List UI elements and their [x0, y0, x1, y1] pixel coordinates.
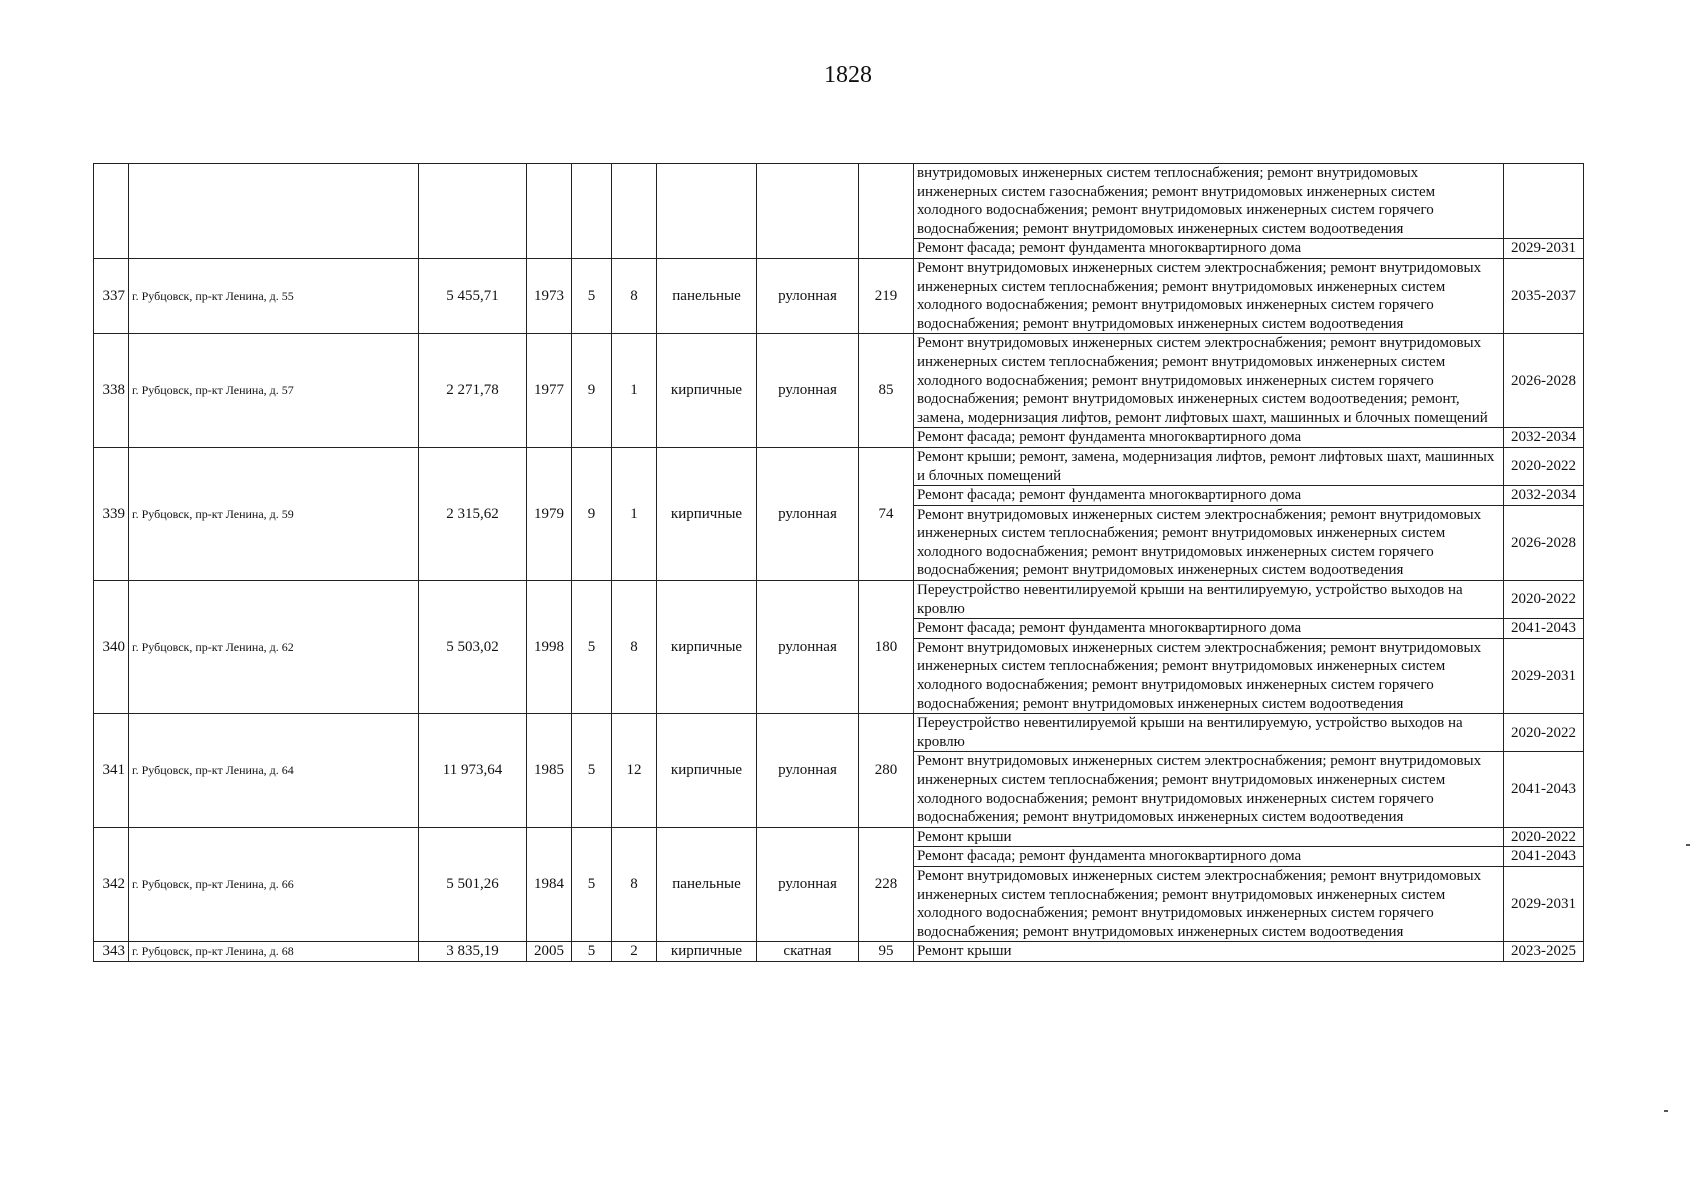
roof-type-cell: рулонная — [757, 334, 859, 448]
period-cell: 2020-2022 — [1504, 581, 1584, 619]
row-number: 341 — [94, 714, 129, 828]
work-cell: Ремонт внутридомовых инженерных систем электроснабжения; ремонт внутридомовых инженерных систем теплоснабжения; ремонт внутридомовых инженерных систем холодного водоснабжения; ремонт внутридомовых инженерных систем горячего водоснабжения; ремонт внутридомовых инженерных систем водоотведения — [914, 752, 1504, 827]
floors-cell-empty — [572, 164, 612, 259]
residents-cell: 180 — [859, 581, 914, 714]
page-number: 1828 — [824, 62, 872, 88]
period-cell: 2041-2043 — [1504, 847, 1584, 867]
year-cell: 1977 — [527, 334, 572, 448]
scan-speck — [1664, 1110, 1668, 1112]
table-row — [94, 258, 1584, 333]
entrances-cell: 1 — [612, 334, 657, 448]
table-row — [94, 581, 1584, 619]
year-cell-empty — [527, 164, 572, 259]
year-cell: 1984 — [527, 827, 572, 942]
work-cell: Переустройство невентилируемой крыши на вентилируемую, устройство выходов на кровлю — [914, 714, 1504, 752]
area-cell: 2 271,78 — [419, 334, 527, 448]
work-cell: Ремонт фасада; ремонт фундамента многоквартирного дома — [914, 239, 1504, 259]
floors-cell: 5 — [572, 258, 612, 333]
row-number: 338 — [94, 334, 129, 448]
table-row — [94, 942, 1584, 962]
entrances-cell: 8 — [612, 827, 657, 942]
area-cell: 11 973,64 — [419, 714, 527, 828]
area-cell: 5 501,26 — [419, 827, 527, 942]
work-cell: Ремонт внутридомовых инженерных систем электроснабжения; ремонт внутридомовых инженерных систем теплоснабжения; ремонт внутридомовых инженерных систем холодного водоснабжения; ремонт внутридомовых инженерных систем горячего водоснабжения; ремонт внутридомовых инженерных систем водоотведения — [914, 258, 1504, 333]
roof-type-cell: скатная — [757, 942, 859, 962]
address-cell: г. Рубцовск, пр-кт Ленина, д. 55 — [129, 258, 419, 333]
address-cell: г. Рубцовск, пр-кт Ленина, д. 68 — [129, 942, 419, 962]
work-cell: Ремонт внутридомовых инженерных систем электроснабжения; ремонт внутридомовых инженерных систем теплоснабжения; ремонт внутридомовых инженерных систем холодного водоснабжения; ремонт внутридомовых инженерных систем горячего водоснабжения; ремонт внутридомовых инженерных систем водоотведения — [914, 505, 1504, 580]
entrances-cell: 1 — [612, 447, 657, 580]
residents-cell: 228 — [859, 827, 914, 942]
work-cell: Переустройство невентилируемой крыши на вентилируемую, устройство выходов на кровлю — [914, 581, 1504, 619]
wall-material-cell: кирпичные — [657, 714, 757, 828]
roof-type-cell: рулонная — [757, 581, 859, 714]
entrances-cell: 12 — [612, 714, 657, 828]
table-row — [94, 827, 1584, 847]
residents-cell: 95 — [859, 942, 914, 962]
wall-material-cell: кирпичные — [657, 942, 757, 962]
floors-cell: 5 — [572, 827, 612, 942]
roof-type-cell: рулонная — [757, 447, 859, 580]
floors-cell: 9 — [572, 447, 612, 580]
period-cell: 2026-2028 — [1504, 505, 1584, 580]
wall-material-cell: панельные — [657, 258, 757, 333]
wall-material-cell: кирпичные — [657, 334, 757, 448]
work-cell: внутридомовых инженерных систем теплоснабжения; ремонт внутридомовых инженерных систем газоснабжения; ремонт внутридомовых инженерных систем холодного водоснабжения; ремонт внутридомовых инженерных систем горячего водоснабжения; ремонт внутридомовых инженерных систем водоотведения — [914, 164, 1504, 239]
area-cell: 5 455,71 — [419, 258, 527, 333]
year-cell: 1998 — [527, 581, 572, 714]
year-cell: 1985 — [527, 714, 572, 828]
entrances-cell-empty — [612, 164, 657, 259]
wall-material-cell: панельные — [657, 827, 757, 942]
address-cell: г. Рубцовск, пр-кт Ленина, д. 62 — [129, 581, 419, 714]
work-cell: Ремонт фасада; ремонт фундамента многоквартирного дома — [914, 486, 1504, 506]
roof-type-cell-empty — [757, 164, 859, 259]
row-number: 339 — [94, 447, 129, 580]
area-cell: 3 835,19 — [419, 942, 527, 962]
table-row — [94, 714, 1584, 752]
row-number-empty — [94, 164, 129, 259]
row-number: 340 — [94, 581, 129, 714]
wall-material-cell: кирпичные — [657, 447, 757, 580]
floors-cell: 9 — [572, 334, 612, 448]
floors-cell: 5 — [572, 581, 612, 714]
table-row — [94, 334, 1584, 428]
table-row — [94, 447, 1584, 485]
period-cell: 2020-2022 — [1504, 447, 1584, 485]
residents-cell: 74 — [859, 447, 914, 580]
work-cell: Ремонт внутридомовых инженерных систем электроснабжения; ремонт внутридомовых инженерных систем теплоснабжения; ремонт внутридомовых инженерных систем холодного водоснабжения; ремонт внутридомовых инженерных систем горячего водоснабжения; ремонт внутридомовых инженерных систем водоотведения; ремонт, замена, модернизация лифтов, ремонт лифтовых шахт, машинных и блочных помещений — [914, 334, 1504, 428]
address-cell: г. Рубцовск, пр-кт Ленина, д. 57 — [129, 334, 419, 448]
roof-type-cell: рулонная — [757, 714, 859, 828]
area-cell: 5 503,02 — [419, 581, 527, 714]
period-cell: 2035-2037 — [1504, 258, 1584, 333]
year-cell: 2005 — [527, 942, 572, 962]
period-cell: 2041-2043 — [1504, 752, 1584, 827]
floors-cell: 5 — [572, 714, 612, 828]
table-row — [94, 164, 1584, 239]
residents-cell: 85 — [859, 334, 914, 448]
work-cell: Ремонт крыши — [914, 827, 1504, 847]
row-number: 342 — [94, 827, 129, 942]
entrances-cell: 8 — [612, 258, 657, 333]
roof-type-cell: рулонная — [757, 827, 859, 942]
wall-material-cell: кирпичные — [657, 581, 757, 714]
period-cell — [1504, 164, 1584, 239]
work-cell: Ремонт фасада; ремонт фундамента многоквартирного дома — [914, 847, 1504, 867]
wall-material-cell-empty — [657, 164, 757, 259]
area-cell: 2 315,62 — [419, 447, 527, 580]
area-cell-empty — [419, 164, 527, 259]
floors-cell: 5 — [572, 942, 612, 962]
period-cell: 2041-2043 — [1504, 619, 1584, 639]
work-cell: Ремонт крыши; ремонт, замена, модернизация лифтов, ремонт лифтовых шахт, машинных и блочных помещений — [914, 447, 1504, 485]
row-number: 343 — [94, 942, 129, 962]
period-cell: 2029-2031 — [1504, 866, 1584, 941]
entrances-cell: 2 — [612, 942, 657, 962]
period-cell: 2026-2028 — [1504, 334, 1584, 428]
period-cell: 2029-2031 — [1504, 638, 1584, 713]
roof-type-cell: рулонная — [757, 258, 859, 333]
address-cell: г. Рубцовск, пр-кт Ленина, д. 64 — [129, 714, 419, 828]
repair-schedule-table — [93, 163, 1584, 962]
address-cell: г. Рубцовск, пр-кт Ленина, д. 59 — [129, 447, 419, 580]
entrances-cell: 8 — [612, 581, 657, 714]
scan-speck — [1686, 844, 1690, 846]
residents-cell-empty — [859, 164, 914, 259]
address-cell-empty — [129, 164, 419, 259]
residents-cell: 280 — [859, 714, 914, 828]
year-cell: 1973 — [527, 258, 572, 333]
table-body — [94, 164, 1584, 962]
period-cell: 2020-2022 — [1504, 714, 1584, 752]
row-number: 337 — [94, 258, 129, 333]
work-cell: Ремонт внутридомовых инженерных систем электроснабжения; ремонт внутридомовых инженерных систем теплоснабжения; ремонт внутридомовых инженерных систем холодного водоснабжения; ремонт внутридомовых инженерных систем горячего водоснабжения; ремонт внутридомовых инженерных систем водоотведения — [914, 866, 1504, 941]
work-cell: Ремонт фасада; ремонт фундамента многоквартирного дома — [914, 428, 1504, 448]
period-cell: 2029-2031 — [1504, 239, 1584, 259]
residents-cell: 219 — [859, 258, 914, 333]
work-cell: Ремонт крыши — [914, 942, 1504, 962]
period-cell: 2032-2034 — [1504, 428, 1584, 448]
period-cell: 2023-2025 — [1504, 942, 1584, 962]
work-cell: Ремонт фасада; ремонт фундамента многоквартирного дома — [914, 619, 1504, 639]
work-cell: Ремонт внутридомовых инженерных систем электроснабжения; ремонт внутридомовых инженерных систем теплоснабжения; ремонт внутридомовых инженерных систем холодного водоснабжения; ремонт внутридомовых инженерных систем горячего водоснабжения; ремонт внутридомовых инженерных систем водоотведения — [914, 638, 1504, 713]
address-cell: г. Рубцовск, пр-кт Ленина, д. 66 — [129, 827, 419, 942]
period-cell: 2020-2022 — [1504, 827, 1584, 847]
period-cell: 2032-2034 — [1504, 486, 1584, 506]
year-cell: 1979 — [527, 447, 572, 580]
